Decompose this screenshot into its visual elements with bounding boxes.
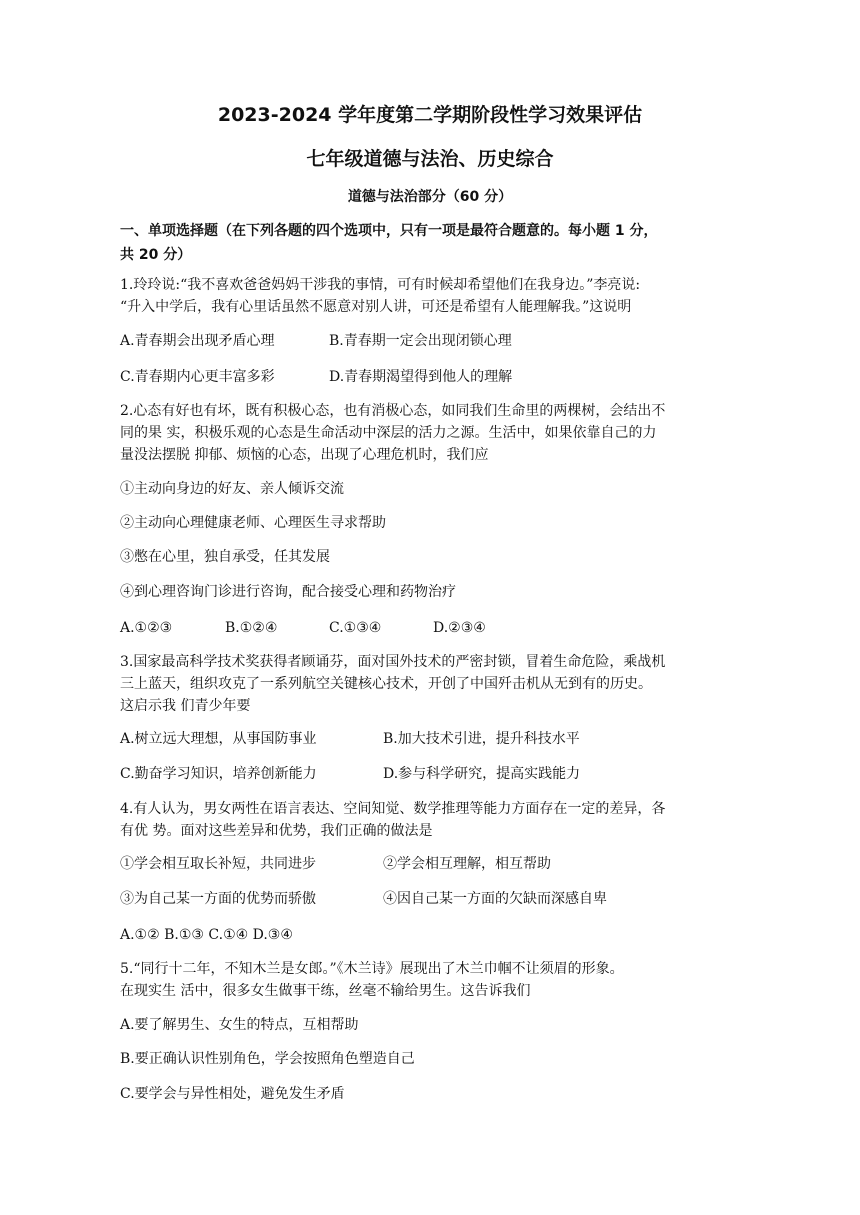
q3-option-b: B.加大技术引进，提升科技水平 [383, 731, 580, 747]
q3-option-d: D.参与科学研究，提高实践能力 [383, 766, 581, 782]
q3-stem-line-3: 这启示我 们青少年要 [120, 698, 251, 714]
q5-option-b: B.要正确认识性别角色，学会按照角色塑造自己 [120, 1051, 415, 1067]
exam-subtitle: 七年级道德与法治、历史综合 [306, 148, 554, 170]
q4-stem-line-2: 有优 势。面对这些差异和优势，我们正确的做法是 [120, 823, 433, 839]
q3-stem-line-1: 3.国家最高科学技术奖获得者顾诵芬，面对国外技术的严密封锁，冒着生命危险，乘战机 [120, 654, 666, 670]
section-heading-line-1: 一、单项选择题（在下列各题的四个选项中，只有一项是最符合题意的。每小题 1 分， [120, 223, 658, 239]
q4-statement-3: ③为自己某一方面的优势而骄傲 [120, 891, 316, 907]
q1-stem-line-2: “升入中学后，我有心里话虽然不愿意对别人讲，可还是希望有人能理解我。”这说明 [120, 299, 632, 315]
q2-statement-3: ③憋在心里，独自承受，任其发展 [120, 549, 330, 565]
q3-stem-line-2: 三上蓝天，组织攻克了一系列航空关键核心技术，开创了中国歼击机从无到有的历史。 [120, 676, 652, 692]
q1-stem-line-1: 1.玲玲说:“我不喜欢爸爸妈妈干涉我的事情，可有时候却希望他们在我身边。”李亮说: [120, 277, 641, 293]
q4-stem-line-1: 4.有人认为，男女两性在语言表达、空间知觉、数学推理等能力方面存在一定的差异，各 [120, 801, 666, 817]
q2-statement-1: ①主动向身边的好友、亲人倾诉交流 [120, 481, 344, 497]
q5-stem-line-1: 5.“同行十二年，不知木兰是女郎。”《木兰诗》展现出了木兰巾帼不让须眉的形象。 [120, 961, 624, 977]
q1-option-d: D.青春期渴望得到他人的理解 [329, 369, 513, 385]
q2-option-c: C.①③④ [329, 620, 382, 636]
q2-stem-line-2: 同的果 实，积极乐观的心态是生命活动中深层的活力之源。生活中，如果依靠自己的力 [120, 425, 657, 441]
part-title: 道德与法治部分（60 分） [347, 189, 513, 205]
q5-option-c: C.要学会与异性相处，避免发生矛盾 [120, 1086, 345, 1102]
q4-options: A.①② B.①③ C.①④ D.③④ [120, 927, 293, 943]
exam-title: 2023-2024 学年度第二学期阶段性学习效果评估 [217, 104, 643, 126]
section-heading [120, 219, 750, 267]
q1-option-b: B.青春期一定会出现闭锁心理 [329, 333, 512, 349]
q2-statement-2: ②主动向心理健康老师、心理医生寻求帮助 [120, 515, 386, 531]
q4-statement-4: ④因自己某一方面的欠缺而深感自卑 [383, 891, 607, 907]
q2-statement-4: ④到心理咨询门诊进行咨询，配合接受心理和药物治疗 [120, 584, 456, 600]
q1-option-a: A.青春期会出现矛盾心理 [120, 333, 275, 349]
q3-option-c: C.勤奋学习知识，培养创新能力 [120, 766, 317, 782]
q5-stem-line-2: 在现实生 活中，很多女生做事干练，丝毫不输给男生。这告诉我们 [120, 983, 531, 999]
q2-stem-line-1: 2.心态有好也有坏，既有积极心态，也有消极心态，如同我们生命里的两棵树，会结出不 [120, 403, 666, 419]
q5-option-a: A.要了解男生、女生的特点，互相帮助 [120, 1017, 359, 1033]
q2-option-d: D.②③④ [433, 620, 486, 636]
q4-statement-1: ①学会相互取长补短，共同进步 [120, 856, 316, 872]
section-heading-line-2: 共 20 分） [120, 247, 192, 263]
q2-option-b: B.①②④ [225, 620, 278, 636]
q3-option-a: A.树立远大理想，从事国防事业 [120, 731, 317, 747]
q2-option-a: A.①②③ [120, 620, 173, 636]
q1-option-c: C.青春期内心更丰富多彩 [120, 369, 275, 385]
q4-statement-2: ②学会相互理解，相互帮助 [383, 856, 551, 872]
q2-stem-line-3: 量没法摆脱 抑郁、烦恼的心态，出现了心理危机时，我们应 [120, 447, 489, 463]
